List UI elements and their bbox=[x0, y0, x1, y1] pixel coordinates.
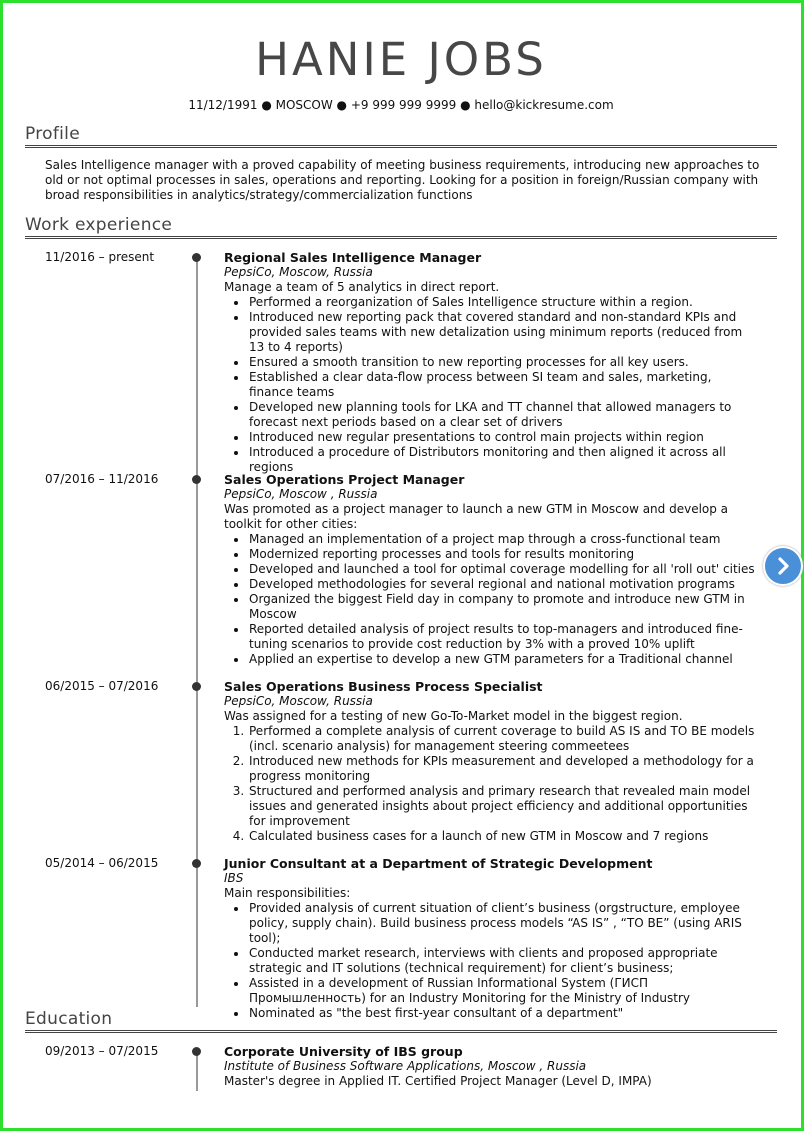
work-content bbox=[224, 472, 757, 667]
section-rule bbox=[25, 1030, 777, 1033]
section-rule bbox=[25, 145, 777, 148]
timeline-dot bbox=[192, 475, 201, 484]
next-page-button[interactable] bbox=[763, 546, 803, 586]
bullet-item: • Performed a reorganization of Sales Intelligence structure within a region. bbox=[248, 295, 757, 310]
job-title: Sales Operations Business Process Specialist bbox=[224, 679, 543, 694]
work-date: 06/2015 – 07/2016 bbox=[45, 679, 159, 693]
timeline-line bbox=[196, 1053, 198, 1091]
job-intro: Was promoted as a project manager to launch a new GTM in Moscow and develop a toolkit for other cities: bbox=[224, 502, 729, 531]
bullet-item: • Developed and launched a tool for optimal coverage modelling for all 'roll out' cities bbox=[248, 562, 757, 577]
work-content bbox=[224, 250, 757, 475]
job-bullets bbox=[224, 532, 757, 667]
bullet-item: • Managed an implementation of a project map through a cross-functional team bbox=[248, 532, 757, 547]
bullet-item: • Modernized reporting processes and tools for results monitoring bbox=[248, 547, 757, 562]
bullet-item: • Organized the biggest Field day in company to promote and introduce new GTM in Moscow bbox=[248, 592, 757, 622]
bullet-item: • Introduced new reporting pack that covered standard and non-standard KPIs and provided sales teams with new detalization using minimum reports (reduced from 13 to 4 reports) bbox=[248, 310, 757, 355]
timeline-dot bbox=[192, 682, 201, 691]
work-date: 11/2016 – present bbox=[45, 250, 155, 264]
bullet-item: • Introduced a procedure of Distributors monitoring and then aligned it across all regions bbox=[248, 445, 757, 475]
numbered-item: 4. Calculated business cases for a launch of new GTM in Moscow and 7 regions bbox=[248, 829, 757, 844]
contact-line: 11/12/1991 ● MOSCOW ● +9 999 999 9999 ● hello@kickresume.com bbox=[188, 98, 614, 112]
work-content bbox=[224, 679, 757, 844]
bullet-item: • Developed new planning tools for LKA and TT channel that allowed managers to forecast next periods based on a clear set of drivers bbox=[248, 400, 757, 430]
education-date: 09/2013 – 07/2015 bbox=[45, 1044, 159, 1058]
timeline-dot bbox=[192, 253, 201, 262]
profile-text: Sales Intelligence manager with a proved capability of meeting business requirements, introducing new approaches to old or not optimal processes in sales, operations and reporting. Looking for a position in foreign/Russian company with broad responsibilities in analytics/strategy/commercialization functions bbox=[45, 158, 760, 202]
job-company: IBS bbox=[224, 871, 244, 885]
timeline-dot bbox=[192, 859, 201, 868]
bullet-item: • Ensured a smooth transition to new reporting processes for all key users. bbox=[248, 355, 757, 370]
resume-body bbox=[25, 3, 777, 1128]
degree-text: Master's degree in Applied IT. Certified Project Manager (Level D, IMPA) bbox=[224, 1074, 652, 1088]
timeline-dot bbox=[192, 1047, 201, 1056]
bullet-item: • Applied an expertise to develop a new GTM parameters for a Traditional channel bbox=[248, 652, 757, 667]
work-date: 07/2016 – 11/2016 bbox=[45, 472, 159, 486]
school-name: Corporate University of IBS group bbox=[224, 1044, 463, 1059]
numbered-item: 1. Performed a complete analysis of current coverage to build AS IS and TO BE models (incl. scenario analysis) for management steering commeetees bbox=[248, 724, 757, 754]
job-numbered-list bbox=[224, 724, 757, 844]
job-bullets bbox=[224, 901, 757, 1021]
work-content bbox=[224, 856, 757, 1021]
bullet-item: • Conducted market research, interviews with clients and proposed appropriate strategic and IT solutions (technical requirement) for client’s business; bbox=[248, 946, 757, 976]
job-bullets bbox=[224, 295, 757, 475]
bullet-item: • Provided analysis of current situation of client’s business (orgstructure, employee policy, supply chain). Build business process models “AS IS” , “TO BE” (using ARIS tool); bbox=[248, 901, 757, 946]
section-title-education: Education bbox=[25, 1009, 113, 1029]
bullet-item: • Developed methodologies for several regional and national motivation programs bbox=[248, 577, 757, 592]
timeline-line bbox=[196, 259, 198, 1007]
numbered-item: 3. Structured and performed analysis and primary research that revealed main model issues and generated insights about project efficiency and additional opportunities for improvement bbox=[248, 784, 757, 829]
chevron-right-icon bbox=[773, 556, 793, 576]
education-content bbox=[224, 1044, 757, 1089]
bullet-item: • Nominated as "the best first-year consultant of a department" bbox=[248, 1006, 757, 1021]
bullet-item: • Reported detailed analysis of project results to top-managers and introduced fine-tuning scenarios to provide cost reduction by 3% with a proved 10% uplift bbox=[248, 622, 757, 652]
job-title: Sales Operations Project Manager bbox=[224, 472, 465, 487]
bullet-item: • Introduced new regular presentations to control main projects within region bbox=[248, 430, 757, 445]
candidate-name: HANIE JOBS bbox=[255, 33, 547, 86]
bullet-item: • Established a clear data-flow process between SI team and sales, marketing, finance teams bbox=[248, 370, 757, 400]
job-company: PepsiCo, Moscow, Russia bbox=[224, 694, 373, 708]
job-title: Regional Sales Intelligence Manager bbox=[224, 250, 482, 265]
job-title: Junior Consultant at a Department of Strategic Development bbox=[224, 856, 653, 871]
job-intro: Was assigned for a testing of new Go-To-Market model in the biggest region. bbox=[224, 709, 683, 723]
section-title-profile: Profile bbox=[25, 124, 80, 144]
job-intro: Main responsibilities: bbox=[224, 886, 351, 900]
school-institute: Institute of Business Software Applications, Moscow , Russia bbox=[224, 1059, 587, 1073]
numbered-item: 2. Introduced new methods for KPIs measurement and developed a methodology for a progress monitoring bbox=[248, 754, 757, 784]
job-intro: Manage a team of 5 analytics in direct report. bbox=[224, 280, 500, 294]
job-company: PepsiCo, Moscow, Russia bbox=[224, 265, 373, 279]
bullet-item: • Assisted in a development of Russian Informational System (ГИСП Промышленность) for an Industry Monitoring for the Ministry of Industry bbox=[248, 976, 757, 1006]
section-rule bbox=[25, 236, 777, 239]
work-date: 05/2014 – 06/2015 bbox=[45, 856, 159, 870]
job-company: PepsiCo, Moscow , Russia bbox=[224, 487, 378, 501]
section-title-work: Work experience bbox=[25, 215, 173, 235]
